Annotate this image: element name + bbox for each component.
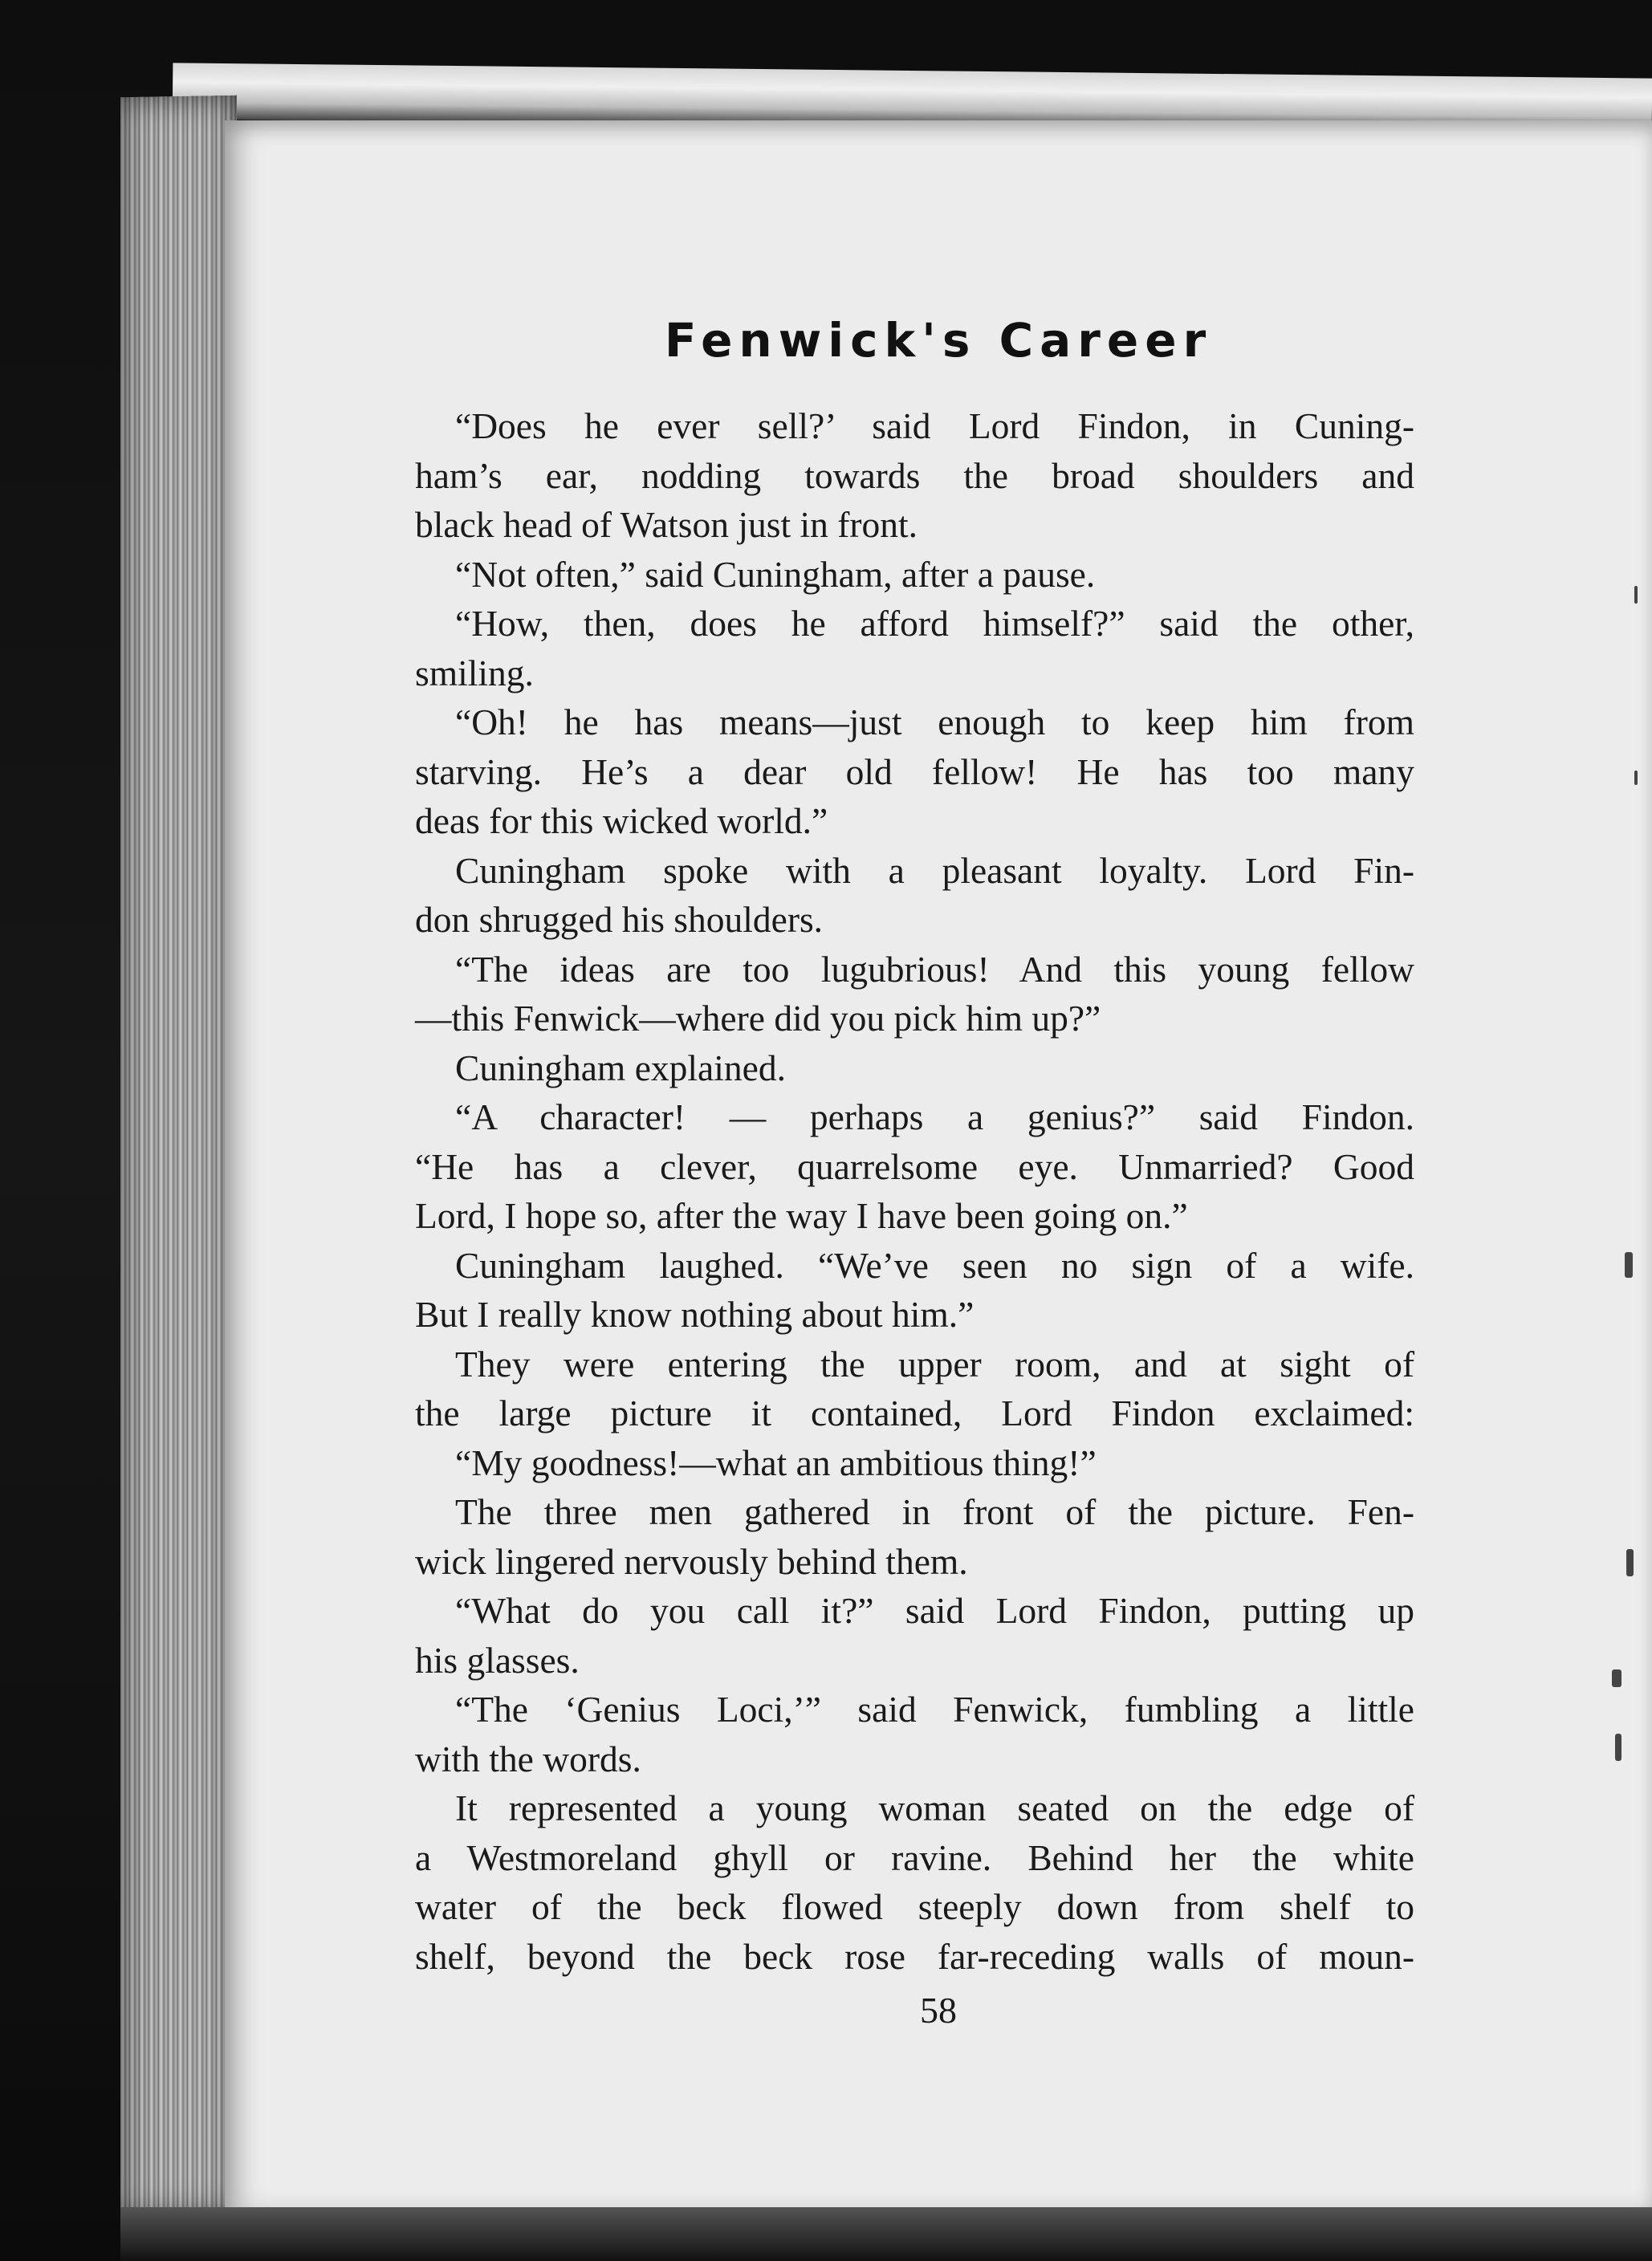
bleed-mark — [1612, 1669, 1621, 1687]
text-line: Cuningham explained. — [455, 1047, 786, 1088]
running-head: Fenwick's Career — [664, 313, 1213, 368]
text-line: Cuningham spoke with a pleasant loyalty. Lord Fin- — [455, 849, 1414, 891]
text-line: ham’s ear, nodding towards the broad shoulders and — [415, 454, 1414, 496]
text-line: the large picture it contained, Lord Findon exclaimed: — [415, 1393, 1414, 1433]
text-line: “Oh! he has means—just enough to keep him from — [455, 701, 1414, 742]
text-line: But I really know nothing about him.” — [415, 1294, 975, 1335]
text-line: “The ‘Genius Loci,’” said Fenwick, fumbling a little — [455, 1689, 1414, 1730]
text-line: —this Fenwick—where did you pick him up?” — [415, 998, 1101, 1039]
bottom-shadow — [120, 2207, 1652, 2261]
text-line: smiling. — [415, 652, 534, 693]
text-line: a Westmoreland ghyll or ravine. Behind her the white — [415, 1836, 1414, 1878]
text-line: Cuningham laughed. “We’ve seen no sign of a wife. — [455, 1244, 1414, 1286]
body-text — [415, 401, 1414, 1981]
text-line: The three men gathered in front of the picture. Fen- — [455, 1491, 1414, 1532]
bleed-mark — [1634, 771, 1638, 785]
text-line: black head of Watson just in front. — [415, 504, 918, 545]
text-line: “The ideas are too lugubrious! And this young fellow — [455, 948, 1414, 990]
bleed-mark — [1634, 586, 1638, 604]
text-line: his glasses. — [415, 1639, 580, 1681]
text-line: They were entering the upper room, and at sight of — [455, 1343, 1414, 1385]
bleed-mark — [1615, 1734, 1621, 1761]
text-line: deas for this wicked world.” — [415, 800, 828, 841]
bleed-mark — [1625, 1252, 1633, 1278]
bleed-mark — [1626, 1549, 1634, 1576]
text-line: It represented a young woman seated on the edge of — [455, 1787, 1414, 1828]
text-line: “How, then, does he afford himself?” said the other, — [455, 603, 1414, 644]
text-line: Lord, I hope so, after the way I have been going on.” — [415, 1195, 1188, 1236]
page-stack-edges — [120, 96, 237, 2217]
text-line: water of the beck flowed steeply down from shelf to — [415, 1886, 1414, 1927]
text-line: “Does he ever sell?’ said Lord Findon, in Cuning- — [455, 405, 1414, 446]
text-line: shelf, beyond the beck rose far-receding walls of moun- — [415, 1935, 1414, 1977]
page-number: 58 — [920, 1990, 957, 2031]
text-line: “He has a clever, quarrelsome eye. Unmarried? Good — [415, 1145, 1414, 1187]
text-line: starving. He’s a dear old fellow! He has too many — [415, 750, 1414, 792]
text-line: “My goodness!—what an ambitious thing!” — [455, 1442, 1097, 1483]
text-line: “What do you call it?” said Lord Findon, putting up — [455, 1590, 1414, 1631]
text-line: “A character! — perhaps a genius?” said Findon. — [455, 1096, 1414, 1137]
text-line: “Not often,” said Cuningham, after a pause. — [455, 553, 1096, 595]
text-line: with the words. — [415, 1738, 641, 1779]
text-line: wick lingered nervously behind them. — [415, 1540, 968, 1582]
text-line: don shrugged his shoulders. — [415, 899, 824, 940]
